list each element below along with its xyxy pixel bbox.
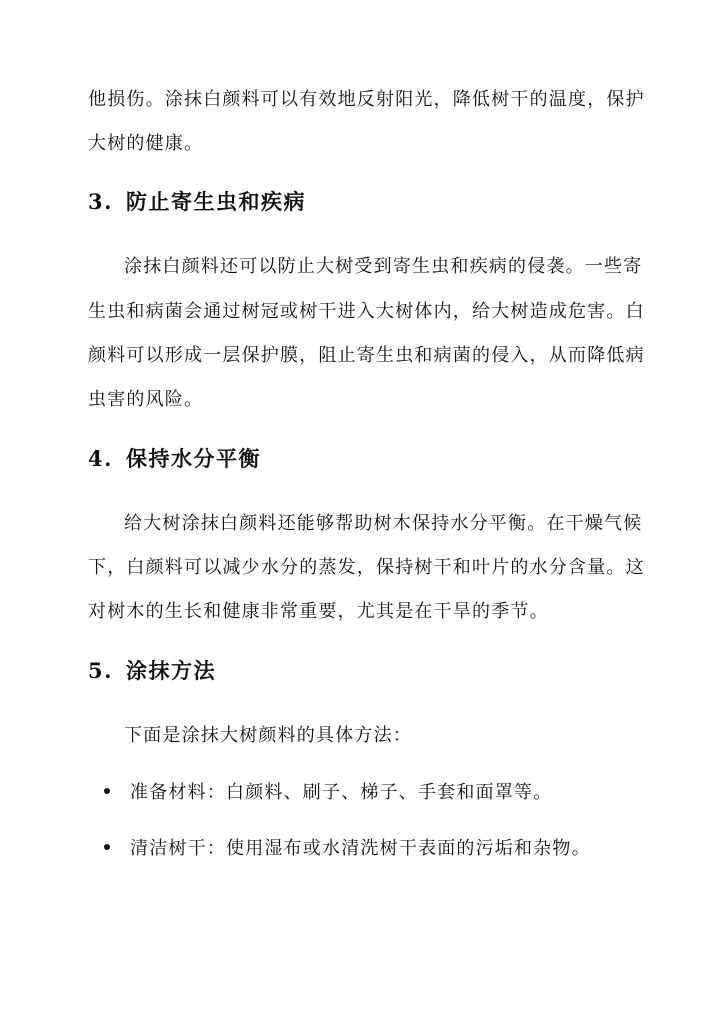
list-item-text: 清洁树干：使用湿布或水清洗树干表面的污垢和杂物。 [130, 838, 591, 859]
section-number: 5. [88, 658, 113, 683]
paragraph-line: 颜料可以形成一层保护膜，阻止寄生虫和病菌的侵入，从而降低病 [88, 345, 645, 366]
section-title: 防止寄生虫和疾病 [126, 189, 306, 214]
bullet-icon [104, 788, 110, 794]
bullet-icon [104, 844, 110, 850]
paragraph-line: 大树的健康。 [88, 133, 204, 154]
list-item-text: 准备材料：白颜料、刷子、梯子、手套和面罩等。 [130, 782, 553, 803]
paragraph-line: 下面是涂抹大树颜料的具体方法： [124, 725, 412, 746]
list-item [104, 838, 591, 860]
section-heading [88, 658, 216, 684]
paragraph-line: 给大树涂抹白颜料还能够帮助树木保持水分平衡。在干燥气候 [124, 513, 643, 534]
paragraph-line: 下，白颜料可以减少水分的蒸发，保持树干和叶片的水分含量。这 [88, 557, 645, 578]
section-number: 4. [88, 446, 113, 471]
paragraph-line: 对树木的生长和健康非常重要，尤其是在干旱的季节。 [88, 601, 549, 622]
section-heading [88, 446, 261, 472]
list-item [104, 782, 552, 804]
paragraph-line: 虫害的风险。 [88, 389, 204, 410]
section-title: 涂抹方法 [126, 658, 216, 683]
paragraph-line: 生虫和病菌会通过树冠或树干进入大树体内，给大树造成危害。白 [88, 301, 645, 322]
paragraph-line: 涂抹白颜料还可以防止大树受到寄生虫和疾病的侵袭。一些寄 [124, 256, 643, 277]
section-heading [88, 189, 306, 215]
section-title: 保持水分平衡 [126, 446, 261, 471]
paragraph-line: 他损伤。涂抹白颜料可以有效地反射阳光，降低树干的温度，保护 [88, 89, 645, 110]
section-number: 3. [88, 189, 113, 214]
